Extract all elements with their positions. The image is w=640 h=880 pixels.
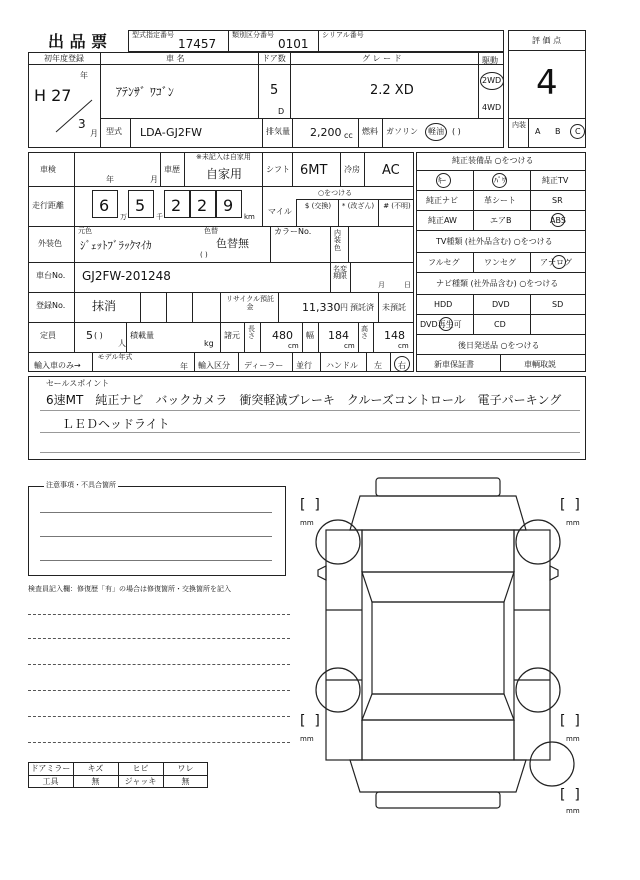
tire-bracket-rr: [ ]: [560, 713, 580, 729]
mile-mark-note: ○をつける: [318, 189, 353, 197]
tv-analog: アナログ: [540, 258, 572, 267]
caution-label: 注意事項・不具合箇所: [46, 481, 116, 489]
tv-analog-circle: [552, 255, 566, 269]
tv-full: フルセグ: [428, 258, 460, 267]
bt-h3: ワレ: [177, 764, 194, 773]
fuel-diesel: 軽油: [428, 127, 444, 136]
navi-dvd: DVD: [492, 300, 510, 309]
grade-label: グ レ ー ド: [362, 54, 402, 63]
mileage-digit-3: 2: [171, 196, 182, 215]
navi-dvd-play-circle: [439, 317, 453, 331]
parallel-label: 並行: [296, 361, 312, 370]
capacity-unit: 人: [118, 339, 126, 348]
tone-paren: ( ): [200, 251, 208, 259]
interior-b: B: [555, 127, 561, 136]
load-unit: kg: [204, 339, 214, 348]
shift-value: 6MT: [300, 163, 328, 178]
navi-title: ナビ種類 (社外品含む) ○をつける: [436, 279, 559, 288]
length-value: 480: [272, 329, 293, 342]
car-name: ｱﾃﾝｻﾞ ﾜｺﾞﾝ: [116, 85, 174, 99]
mileage-digit-2: 5: [135, 196, 146, 215]
fuel-gas: ガソリン: [386, 127, 418, 136]
score-value: 4: [536, 63, 558, 103]
class-no: 0101: [278, 37, 309, 51]
mile-opt-exchange: $ (交換): [304, 202, 332, 210]
tire-bracket-fl: [ ]: [300, 497, 320, 513]
bt-r0: 工具: [42, 777, 59, 786]
type-no-label: 型式指定番号: [132, 31, 174, 39]
name-change-label: 名変期限: [333, 265, 347, 281]
dealer-label: ディーラー: [244, 361, 284, 370]
tire-mm-fl: mm: [300, 519, 314, 527]
tire-mm-fr: mm: [566, 519, 580, 527]
fuel-paren: ( ): [452, 127, 461, 136]
recycle-unit: 円: [340, 303, 348, 312]
displacement-label: 排気量: [266, 127, 290, 136]
sales-line-1: 6速MT 純正ナビ バックカメラ 衝突軽減ブレーキ クルーズコントロール 電子パーキング: [46, 393, 562, 407]
fuel-label: 燃料: [362, 127, 378, 136]
chassis-label: 車台No.: [36, 271, 66, 280]
handle-right-circle: [394, 356, 410, 372]
tire-mm-spare: mm: [566, 807, 580, 815]
tire-bracket-rl: [ ]: [300, 713, 320, 729]
height-value: 148: [384, 329, 405, 342]
inspection-month-unit: 月: [150, 175, 158, 184]
model-year-unit: 年: [180, 362, 188, 371]
drive-label: 駆動: [482, 56, 498, 65]
doc-title: 出 品 票: [48, 32, 108, 51]
capacity-value: 5: [86, 329, 93, 342]
chassis-value: GJ2FW-201248: [82, 269, 171, 283]
interior-label: 内装: [512, 121, 526, 129]
tone-value: 色替無: [216, 237, 249, 250]
mileage-digit-5: 9: [223, 196, 234, 215]
recycle-state: 預託済: [350, 303, 374, 312]
interior-c-circle: [570, 124, 585, 139]
tv-title: TV種類 (社外品含む) ○をつける: [436, 237, 553, 246]
inspection-year-unit: 年: [106, 175, 114, 184]
shift-label: シフト: [266, 165, 290, 174]
use-label: 車歴: [164, 165, 180, 174]
width-value: 184: [328, 329, 349, 342]
class-no-label: 類別区分番号: [232, 31, 274, 39]
car-diagram: [290, 470, 590, 820]
after-manual: 車輌取説: [524, 360, 556, 369]
mile-opt-unknown: # (不明): [383, 202, 411, 210]
equip-navi: 純正ナビ: [426, 196, 458, 205]
cooling-value: AC: [382, 163, 400, 178]
grade-value: 2.2 XD: [370, 83, 414, 98]
drive-4wd: 4WD: [482, 103, 502, 112]
mile-opt-tamper: * (改ざん): [341, 202, 375, 210]
recycle-not: 未預託: [382, 303, 406, 312]
tire-bracket-spare: [ ]: [560, 787, 580, 803]
reg-no-label: 登録No.: [36, 301, 66, 310]
height-unit: cm: [398, 342, 409, 350]
length-unit: cm: [288, 342, 299, 350]
first-reg-label: 初年度登録: [44, 54, 84, 63]
dims-label: 諸元: [224, 331, 240, 340]
orig-color-value: ｼﾞｪｯﾄﾌﾞﾗｯｸﾏｲｶ: [80, 239, 152, 252]
door-suffix: D: [278, 107, 285, 116]
reg-no-value: 抹消: [92, 299, 117, 313]
mile-label: マイル: [268, 207, 292, 216]
import-type-label: 輸入区分: [198, 361, 230, 370]
equip-key-circle: [436, 173, 451, 188]
mileage-unit-man: 万: [120, 213, 127, 221]
displacement-value: 2,200: [310, 126, 342, 139]
equip-abs: ABS: [550, 216, 566, 225]
equip-tv: 純正TV: [542, 176, 569, 185]
fuel-diesel-circle: [425, 123, 447, 141]
first-reg-era: H 27: [34, 86, 72, 105]
inspector-label: 検査員記入欄：修復歴「有」の場合は修復箇所・交換箇所を記入: [28, 585, 231, 593]
navi-cd: CD: [494, 320, 506, 329]
equip-power-circle: [492, 173, 507, 188]
width-unit: cm: [344, 342, 355, 350]
first-reg-year-unit: 年: [80, 71, 88, 80]
car-name-label: 車 名: [166, 54, 185, 63]
use-value: 自家用: [206, 167, 243, 181]
displacement-unit: cc: [344, 131, 353, 140]
mileage-unit-sen: 千: [156, 213, 163, 221]
width-label: 幅: [306, 331, 314, 340]
navi-hdd: HDD: [434, 300, 453, 309]
after-title: 後日発送品 ○をつける: [458, 341, 540, 350]
equip-power: ﾊﾟﾜ: [494, 176, 506, 185]
color-no-label: カラーNo.: [274, 227, 312, 236]
drive-2wd-circle: [480, 72, 504, 90]
type-no: 17457: [178, 37, 217, 51]
caution-box: [28, 486, 286, 576]
tv-one: ワンセグ: [484, 258, 516, 267]
color-label: 外装色: [38, 239, 62, 248]
interior-c: C: [575, 127, 581, 136]
inspection-label: 車検: [40, 165, 56, 174]
tire-mm-rl: mm: [300, 735, 314, 743]
equip-sr: SR: [552, 196, 563, 205]
equip-key: ｷｰ: [438, 176, 446, 185]
sales-label: セールスポイント: [46, 379, 110, 388]
after-warranty: 新車保証書: [434, 360, 474, 369]
interior-color-label: 内装色: [334, 229, 341, 252]
length-label: 長さ: [248, 325, 255, 341]
first-reg-month-unit: 月: [90, 129, 98, 138]
handle-label: ハンドル: [326, 361, 358, 370]
serial-label: シリアル番号: [322, 31, 364, 39]
model-value: LDA-GJ2FW: [140, 126, 203, 139]
door-count: 5: [270, 83, 279, 98]
name-change-day: 日: [404, 281, 411, 289]
orig-color-label: 元色: [78, 227, 92, 235]
capacity-label: 定員: [40, 331, 56, 340]
bt-h0: ドアミラー: [30, 764, 71, 773]
bt-r1: 無: [91, 777, 100, 786]
tone-label: 色替: [204, 227, 218, 235]
door-label: ドア数: [262, 54, 286, 63]
navi-sd: SD: [552, 300, 564, 309]
equip-aw: 純正AW: [428, 216, 457, 225]
equip-title: 純正装備品 ○をつける: [452, 156, 534, 165]
cooling-label: 冷房: [344, 165, 360, 174]
use-note: ※未記入は自家用: [196, 153, 251, 161]
bt-r2: ジャッキ: [124, 777, 157, 786]
first-reg-month: 3: [78, 117, 86, 131]
model-label: 型式: [106, 127, 122, 136]
mileage-label: 走行距離: [32, 201, 64, 210]
handle-left: 左: [374, 361, 382, 370]
equip-abs-circle: [551, 213, 565, 227]
navi-dvd-play: DVD再生可: [420, 320, 462, 329]
bt-r3: 無: [181, 777, 190, 786]
tire-mm-rr: mm: [566, 735, 580, 743]
bt-h2: ヒビ: [132, 764, 149, 773]
mileage-digit-1: 6: [99, 196, 110, 215]
model-year-label: モデル年式: [97, 353, 133, 361]
mileage-digit-4: 2: [197, 196, 208, 215]
interior-a: A: [535, 127, 541, 136]
name-change-month: 月: [378, 281, 385, 289]
equip-leather: 革シート: [484, 196, 516, 205]
equip-airbag: エアB: [490, 216, 512, 225]
sales-line-2: ＬＥＤヘッドライト: [62, 417, 170, 431]
drive-2wd: 2WD: [482, 76, 502, 85]
capacity-paren: ( ): [94, 331, 103, 340]
load-label: 積載量: [130, 331, 154, 340]
mileage-unit-km: km: [244, 213, 255, 221]
height-label: 高さ: [361, 325, 368, 341]
tire-bracket-fr: [ ]: [560, 497, 580, 513]
recycle-amount: 11,330: [302, 301, 341, 314]
import-label: 輸入車のみ→: [34, 361, 81, 370]
handle-right: 右: [398, 361, 406, 370]
recycle-label: リサイクル預託金: [225, 295, 275, 311]
bt-h1: キズ: [87, 764, 104, 773]
score-label: 評 価 点: [532, 36, 562, 45]
